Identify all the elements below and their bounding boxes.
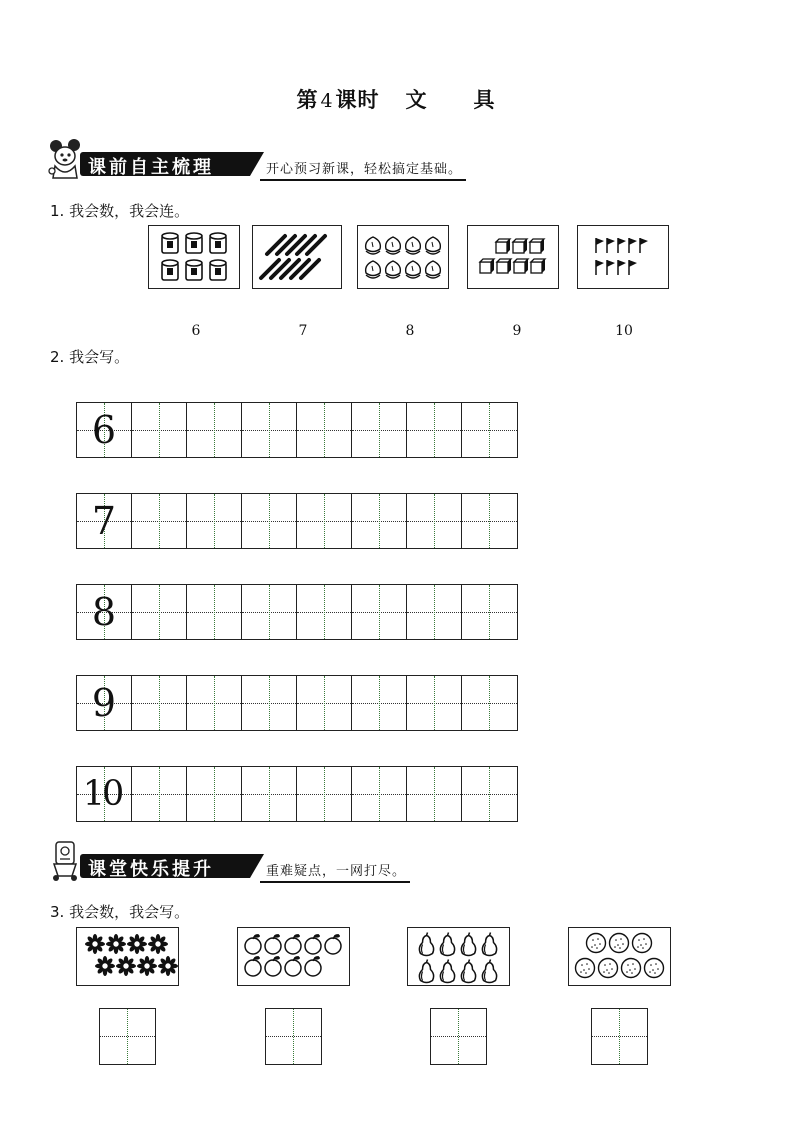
flag-icon: [578, 226, 668, 288]
number-label[interactable]: 8: [405, 323, 415, 339]
model-digit: 7: [91, 499, 117, 543]
picture-box-apples: [237, 927, 350, 986]
model-digit-cell: [77, 403, 132, 457]
model-digit: 6: [91, 408, 117, 452]
section-tagline: 重难疑点，一网打尽。: [260, 860, 410, 883]
writing-cell[interactable]: [462, 676, 517, 730]
lesson-number: 4: [320, 90, 334, 112]
apple-icon: [238, 928, 349, 985]
banner-bar: [80, 152, 250, 176]
writing-row: [76, 766, 518, 822]
apple-icon: [265, 934, 281, 954]
question-1-title: 1. 我会数，我会连。: [50, 202, 190, 220]
flower-icon: [137, 956, 157, 976]
writing-cell[interactable]: [352, 403, 407, 457]
flag-icon: [607, 238, 615, 253]
writing-cell[interactable]: [187, 403, 242, 457]
number-label[interactable]: 7: [298, 323, 308, 339]
writing-cell[interactable]: [407, 494, 462, 548]
flower-icon: [77, 928, 178, 985]
peach-icon: [366, 237, 381, 254]
picture-box-cubes: [467, 225, 559, 289]
flag-icon: [618, 238, 626, 253]
section-title: 课堂快乐提升: [88, 859, 214, 880]
orange-icon: [587, 934, 606, 953]
lesson-suffix: 课时: [335, 88, 380, 112]
writing-row: [76, 402, 518, 458]
apple-icon: [305, 956, 321, 976]
question-2-title: 2. 我会写。: [50, 348, 130, 366]
flower-icon: [95, 956, 115, 976]
writing-cell[interactable]: [297, 403, 352, 457]
writing-cell[interactable]: [352, 494, 407, 548]
picture-box-glue-pots: [148, 225, 240, 289]
flag-icon: [596, 238, 604, 253]
cube-icon: [480, 259, 494, 273]
pear-icon: [482, 933, 496, 956]
writing-cell[interactable]: [242, 767, 297, 821]
picture-box-flowers: [76, 927, 179, 986]
flower-icon: [158, 956, 178, 976]
peach-icon: [426, 261, 441, 278]
banner-bar: [80, 854, 250, 878]
cube-icon: [496, 239, 510, 253]
apple-icon: [265, 956, 281, 976]
writing-cell[interactable]: [297, 494, 352, 548]
answer-grid[interactable]: [430, 1008, 487, 1065]
pear-icon: [440, 933, 454, 956]
answer-grid[interactable]: [591, 1008, 648, 1065]
pear-icon: [440, 960, 454, 983]
writing-row: [76, 493, 518, 549]
writing-cell[interactable]: [352, 676, 407, 730]
writing-cell[interactable]: [407, 767, 462, 821]
writing-cell[interactable]: [462, 494, 517, 548]
peach-icon: [426, 237, 441, 254]
model-digit: 9: [91, 681, 117, 725]
writing-cell[interactable]: [132, 494, 187, 548]
writing-cell[interactable]: [242, 403, 297, 457]
flag-icon: [640, 238, 648, 253]
topic-char-1: 文: [405, 88, 428, 112]
flag-icon: [629, 238, 637, 253]
pear-icon: [419, 933, 433, 956]
glue-pot-icon: [162, 260, 178, 280]
apple-icon: [245, 934, 261, 954]
section-tagline: 开心预习新课，轻松搞定基础。: [260, 158, 466, 181]
picture-box-oranges: [568, 927, 671, 986]
peach-icon: [386, 237, 401, 254]
writing-cell[interactable]: [297, 585, 352, 639]
question-3-title: 3. 我会数，我会写。: [50, 903, 190, 921]
flag-icon: [618, 260, 626, 275]
apple-icon: [285, 934, 301, 954]
number-label[interactable]: 9: [512, 323, 522, 339]
flower-icon: [148, 934, 168, 954]
pencil-icon: [253, 226, 341, 288]
peach-icon: [358, 226, 448, 288]
writing-cell[interactable]: [132, 585, 187, 639]
writing-cell[interactable]: [187, 494, 242, 548]
picture-box-pears: [407, 927, 510, 986]
orange-icon: [610, 934, 629, 953]
writing-cell[interactable]: [297, 676, 352, 730]
glue-pot-icon: [149, 226, 239, 288]
pear-icon: [482, 960, 496, 983]
topic-char-2: 具: [473, 88, 496, 112]
cube-icon: [468, 226, 558, 288]
picture-box-flags: [577, 225, 669, 289]
peach-icon: [366, 261, 381, 278]
model-digit-cell: [77, 494, 132, 548]
picture-box-peaches: [357, 225, 449, 289]
number-label[interactable]: 10: [615, 323, 633, 339]
model-digit-cell: [77, 767, 132, 821]
cube-icon: [531, 259, 545, 273]
writing-cell[interactable]: [132, 403, 187, 457]
model-digit-cell: [77, 676, 132, 730]
cartoon-mouse-icon: [46, 138, 84, 180]
apple-icon: [245, 956, 261, 976]
writing-row: [76, 584, 518, 640]
apple-icon: [285, 956, 301, 976]
flower-icon: [116, 956, 136, 976]
section-title: 课前自主梳理: [88, 157, 214, 178]
section-banner-classroom: [46, 848, 426, 884]
apple-icon: [325, 934, 341, 954]
model-digit: 10: [82, 774, 122, 814]
writing-cell[interactable]: [407, 585, 462, 639]
glue-pot-icon: [186, 233, 202, 253]
flag-icon: [629, 260, 637, 275]
flag-icon: [607, 260, 615, 275]
writing-cell[interactable]: [407, 676, 462, 730]
orange-icon: [633, 934, 652, 953]
writing-cell[interactable]: [462, 403, 517, 457]
orange-icon: [599, 959, 618, 978]
cube-icon: [530, 239, 544, 253]
pear-icon: [408, 928, 509, 985]
pear-icon: [461, 960, 475, 983]
writing-cell[interactable]: [132, 676, 187, 730]
picture-box-pencils: [252, 225, 342, 289]
orange-icon: [576, 959, 595, 978]
page-title: [0, 84, 792, 114]
answer-grid[interactable]: [99, 1008, 156, 1065]
orange-icon: [645, 959, 664, 978]
writing-cell[interactable]: [407, 403, 462, 457]
glue-pot-icon: [210, 233, 226, 253]
model-digit-cell: [77, 585, 132, 639]
writing-cell[interactable]: [242, 494, 297, 548]
writing-cell[interactable]: [187, 585, 242, 639]
writing-cell[interactable]: [242, 676, 297, 730]
writing-cell[interactable]: [187, 767, 242, 821]
writing-cell[interactable]: [352, 767, 407, 821]
cartoon-mascot-icon: [46, 840, 84, 882]
pear-icon: [419, 960, 433, 983]
flower-icon: [85, 934, 105, 954]
writing-cell[interactable]: [242, 585, 297, 639]
section-banner-preview: [46, 146, 486, 182]
lesson-prefix: 第: [296, 88, 319, 112]
flag-icon: [596, 260, 604, 275]
model-digit: 8: [91, 590, 117, 634]
glue-pot-icon: [162, 233, 178, 253]
orange-icon: [569, 928, 670, 985]
cube-icon: [513, 239, 527, 253]
writing-row: [76, 675, 518, 731]
writing-cell[interactable]: [132, 767, 187, 821]
glue-pot-icon: [210, 260, 226, 280]
flower-icon: [106, 934, 126, 954]
peach-icon: [386, 261, 401, 278]
number-label[interactable]: 6: [191, 323, 201, 339]
writing-cell[interactable]: [297, 767, 352, 821]
apple-icon: [305, 934, 321, 954]
answer-grid[interactable]: [265, 1008, 322, 1065]
pear-icon: [461, 933, 475, 956]
flower-icon: [127, 934, 147, 954]
peach-icon: [406, 261, 421, 278]
writing-cell[interactable]: [462, 585, 517, 639]
cube-icon: [514, 259, 528, 273]
glue-pot-icon: [186, 260, 202, 280]
writing-cell[interactable]: [352, 585, 407, 639]
cube-icon: [497, 259, 511, 273]
writing-cell[interactable]: [187, 676, 242, 730]
peach-icon: [406, 237, 421, 254]
writing-cell[interactable]: [462, 767, 517, 821]
orange-icon: [622, 959, 641, 978]
